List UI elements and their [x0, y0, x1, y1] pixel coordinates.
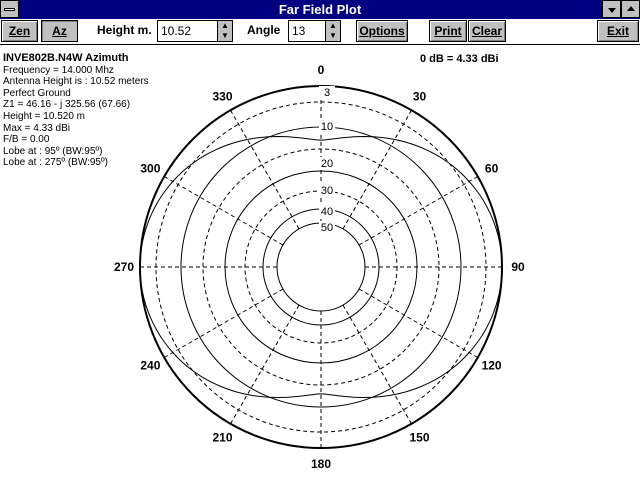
info-line: Height = 10.520 m [3, 110, 85, 122]
db-ring [277, 223, 365, 311]
db-label: 20 [320, 158, 334, 170]
radial-gridline [231, 110, 300, 229]
info-line: Z1 = 46.16 - j 325.56 (67.66) [3, 99, 131, 111]
height-input[interactable]: 10.52 [157, 20, 218, 42]
spin-down-icon[interactable]: ▼ [329, 31, 337, 40]
clear-button[interactable]: Clear [468, 20, 506, 42]
radial-gridline [359, 289, 478, 358]
db-label: 10 [320, 121, 334, 133]
angle-label: 90 [511, 260, 525, 274]
radial-gridline [359, 177, 478, 246]
angle-label: 180 [310, 457, 332, 471]
radial-gridline [231, 305, 300, 424]
info-line: Perfect Ground [3, 87, 71, 99]
info-line: Lobe at : 275º (BW:95º) [3, 157, 108, 169]
angle-label: 120 [481, 358, 502, 373]
db-label: 3 [323, 87, 331, 99]
angle-label: Angle [247, 23, 281, 37]
info-line: Max = 4.33 dBi [3, 122, 70, 134]
height-label: Height m. [97, 23, 152, 37]
az-button[interactable]: Az [41, 20, 78, 42]
angle-label: 330 [212, 89, 233, 104]
spin-up-icon[interactable]: ▲ [221, 21, 229, 30]
db-label: 30 [320, 185, 334, 197]
angle-label: 300 [140, 161, 161, 176]
db-label: 40 [320, 206, 334, 218]
window-title: Far Field Plot [278, 2, 362, 17]
radial-gridline [164, 289, 283, 358]
angle-label: 60 [484, 161, 499, 176]
zen-button[interactable]: Zen [1, 20, 38, 42]
angle-label: 150 [409, 430, 430, 445]
info-line: F/B = 0.00 [3, 134, 50, 146]
db-label: 50 [320, 222, 334, 234]
spin-up-icon[interactable]: ▲ [329, 21, 337, 30]
exit-button[interactable]: Exit [597, 20, 639, 42]
radial-gridline [343, 110, 412, 229]
radial-gridline [343, 305, 412, 424]
file-title: INVE802B.N4W Azimuth [3, 52, 129, 64]
angle-label: 270 [113, 260, 135, 274]
angle-label: 210 [212, 430, 233, 445]
info-line: Antenna Height is : 10.52 meters [3, 76, 149, 88]
options-button[interactable]: Options [356, 20, 408, 42]
spin-down-icon[interactable]: ▼ [221, 31, 229, 40]
radial-gridline [164, 177, 283, 246]
angle-label: 240 [140, 358, 161, 373]
angle-input[interactable]: 13 [288, 20, 326, 42]
db-reference: 0 dB = 4.33 dBi [420, 53, 499, 65]
print-button[interactable]: Print [429, 20, 467, 42]
angle-label: 0 [317, 63, 325, 77]
info-line: Lobe at : 95º (BW:95º) [3, 145, 103, 157]
radiation-pattern [140, 137, 502, 398]
info-line: Frequency = 14.000 Mhz [3, 64, 114, 76]
angle-label: 30 [412, 89, 427, 104]
